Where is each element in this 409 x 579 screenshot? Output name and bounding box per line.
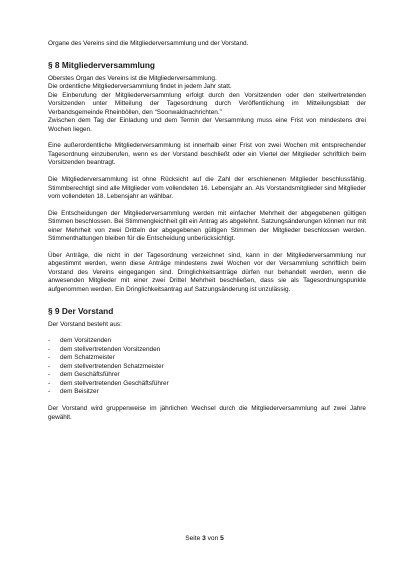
section-9-heading: § 9 Der Vorstand [48, 305, 114, 316]
section-9-intro: Der Vorstand besteht aus: [48, 320, 122, 328]
bullet-dash: - [48, 371, 51, 379]
paragraph-line: Oberstes Organ des Vereins ist die Mitgliederversammlung. [48, 74, 217, 82]
current-page-number: 3 [202, 535, 206, 542]
bullet-dash: - [48, 362, 51, 370]
bullet-dash: - [48, 337, 51, 345]
list-item [48, 371, 366, 380]
section-8-paragraph-4: Die Entscheidungen der Mitgliederversammlung werden mit einfacher Mehrheit der abgegebenen gültigen Stimmen beschlossen. Bei Stimmengleichheit gilt ein Antrag als abgelehnt. Satzungsänderungen können nur mit einer Mehrheit von zwei Dritteln der abgegebenen gültigen Stimmen der Mitglieder beschlossen werden. Stimmenthaltungen bleiben für die Entscheidung unberücksichtigt. [48, 209, 366, 243]
list-item [48, 346, 366, 355]
list-item-text: dem stellvertretenden Schatzmeister [60, 362, 164, 370]
list-item-text: dem Schatzmeister [60, 354, 115, 362]
list-item-text: dem Beisitzer [60, 388, 99, 396]
board-members-list [48, 337, 366, 397]
list-item [48, 380, 366, 389]
total-page-count: 5 [220, 535, 224, 542]
footer-prefix: Seite [185, 535, 201, 542]
section-8-paragraph-5: Über Anträge, die nicht in der Tagesordnung verzeichnet sind, kann in der Mitgliederversammlung nur abgestimmt werden, wenn diese Anträge mindestens zwei Wochen vor der Versammlung schriftlich beim Vorstand des Vereins eingegangen sind. Dringlichkeitsanträge dürfen nur behandelt werden, wenn die anwesenden Mitglieder mit einer zwei Drittel Mehrheit beschließen, dass sie als Tagesordnungspunkte aufgenommen werden. Ein Dringlichkeitsantrag auf Satzungsänderung ist unzulässig. [48, 251, 366, 294]
paragraph-line: Zwischen dem Tag der Einladung und dem Termin der Versammlung muss eine Frist von mindestens drei Wochen liegen. [48, 117, 366, 133]
list-item [48, 354, 366, 363]
bullet-dash: - [48, 354, 51, 362]
bullet-dash: - [48, 388, 51, 396]
section-8-paragraph-2: Eine außerordentliche Mitgliederversammlung ist innerhalb einer Frist von zwei Wochen mit entsprechender Tagesordnung einzuberufen, wenn es der Vorstand beschließt oder ein Viertel der Mitglieder schriftlich beim Vorsitzenden beantragt. [48, 142, 366, 167]
list-item [48, 337, 366, 346]
section-8-paragraph-1 [48, 75, 366, 135]
list-item-text: dem stellvertretenden Geschäftsführer [60, 379, 169, 387]
list-item-text: dem Geschäftsführer [60, 371, 120, 379]
section-8-paragraph-3: Die Mitgliederversammlung ist ohne Rücksicht auf die Zahl der erschienenen Mitglieder beschlussfähig. Stimmberechtigt sind alle Mitglieder vom vollendeten 16. Lebensjahr an. Als Vorstandsmitglieder sind Mitglieder vom vollendeten 18. Lebensjahr an wählbar. [48, 176, 366, 201]
list-item-text: dem stellvertretenden Vorsitzenden [60, 345, 161, 353]
list-item [48, 363, 366, 372]
bullet-dash: - [48, 379, 51, 387]
section-8-heading: § 8 Mitgliederversammlung [48, 59, 155, 70]
page-footer [0, 534, 409, 543]
footer-middle: von [207, 535, 219, 542]
intro-paragraph: Organe des Vereins sind die Mitgliederversammlung und der Vorstand. [48, 40, 249, 47]
document-page [48, 40, 366, 422]
paragraph-line: Die ordentliche Mitgliederversammlung findet in jedem Jahr statt. [48, 83, 232, 91]
paragraph-line: Die Einberufung der Mitgliederversammlung erfolgt durch den Vorsitzenden oder den stellvertretenden Vorsitzenden unter Mitteilung der Tagesordnung durch Veröffentlichung im Mitteilungsblatt der Verbandsgemeinde Rheinböllen, den “Soonwaldnachrichten.” [48, 91, 366, 116]
section-9-closing: Der Vorstand wird gruppenweise im jährlichen Wechsel durch die Mitgliederversammlung auf zwei Jahre gewählt. [48, 404, 366, 421]
list-item-text: dem Vorsitzenden [60, 337, 112, 345]
list-item [48, 388, 366, 397]
bullet-dash: - [48, 345, 51, 353]
